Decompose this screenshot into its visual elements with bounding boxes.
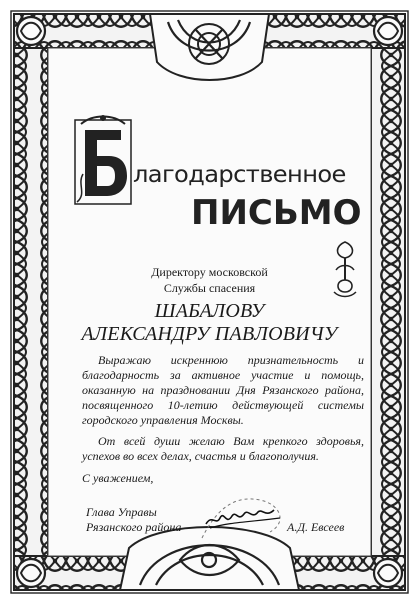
recipient-position-line-1: Директору московской <box>151 265 268 279</box>
signatory-name: А.Д. Евсеев <box>287 520 345 534</box>
title-line-1: лагодарственное <box>133 162 346 188</box>
title-line-2: ПИСЬМО <box>191 193 362 233</box>
letter-paragraph-1: Выражаю искреннюю признательность и благодарность за активное участие и помощь, оказанную на праздновании Дня Рязанского района, посвященного 10-летию действующей системы городского управления Москвы. <box>82 353 364 427</box>
letter-body <box>82 353 364 464</box>
ornamental-initial-b-icon <box>73 114 135 206</box>
certificate-title <box>73 110 373 240</box>
letter-paragraph-2: От всей души желаю Вам крепкого здоровья, успехов во всех делах, счастья и благополучия. <box>82 434 364 463</box>
recipient-name <box>0 300 419 346</box>
closing-regards: С уважением, <box>82 471 154 485</box>
recipient-surname: ШАБАЛОВУ <box>154 300 265 322</box>
signatory-position-line-1: Глава Управы <box>86 505 157 519</box>
signatory-position-line-2: Рязанского района <box>86 520 182 534</box>
signatory-position <box>86 505 181 535</box>
recipient-given-names: АЛЕКСАНДРУ ПАВЛОВИЧУ <box>81 323 338 345</box>
recipient-position <box>0 264 419 296</box>
recipient-position-line-2: Службы спасения <box>163 281 256 295</box>
handwritten-signature <box>200 492 290 540</box>
